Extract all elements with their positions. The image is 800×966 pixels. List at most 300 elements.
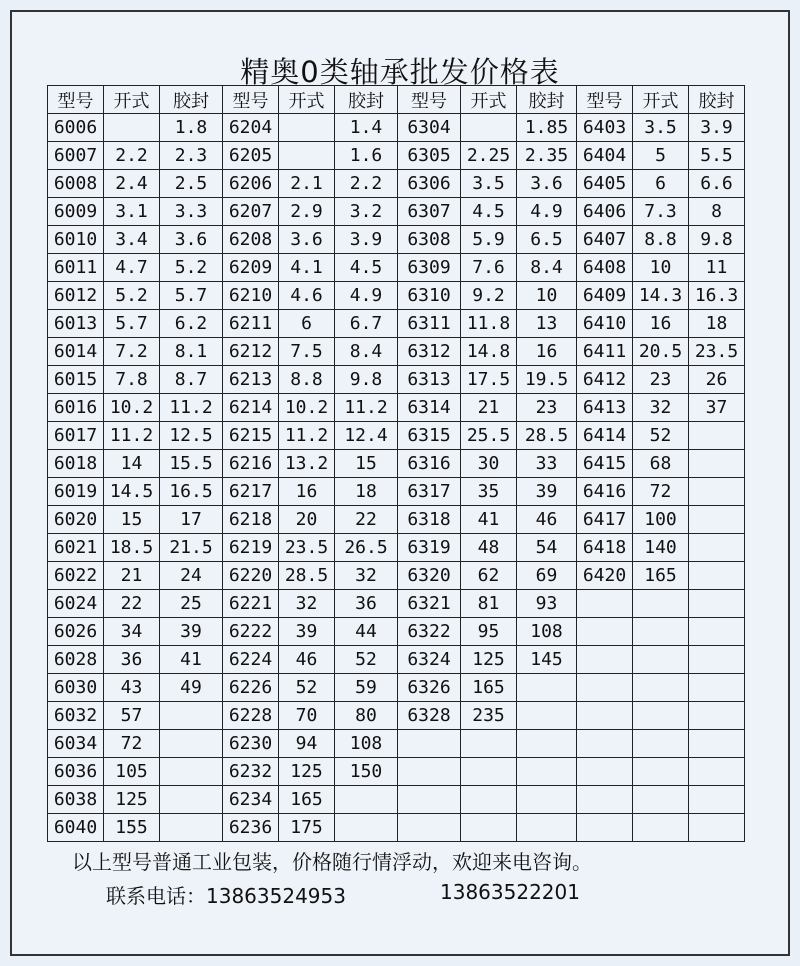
table-cell: 6204 xyxy=(223,114,279,142)
table-cell: 26.5 xyxy=(335,534,398,562)
table-cell xyxy=(517,702,577,730)
table-row xyxy=(48,170,745,198)
table-cell: 6 xyxy=(279,310,335,338)
table-cell: 6317 xyxy=(398,478,461,506)
table-cell: 145 xyxy=(517,646,577,674)
table-cell: 72 xyxy=(104,730,160,758)
table-cell: 3.4 xyxy=(104,226,160,254)
table-cell: 1.6 xyxy=(335,142,398,170)
table-cell xyxy=(577,702,633,730)
table-cell: 14.3 xyxy=(633,282,689,310)
table-cell: 6034 xyxy=(48,730,104,758)
table-row xyxy=(48,254,745,282)
table-cell xyxy=(689,618,745,646)
table-cell: 2.25 xyxy=(461,142,517,170)
table-cell: 14.5 xyxy=(104,478,160,506)
column-header: 型号 xyxy=(223,86,279,114)
table-cell: 6028 xyxy=(48,646,104,674)
table-cell: 18 xyxy=(689,310,745,338)
table-cell: 52 xyxy=(335,646,398,674)
table-row xyxy=(48,366,745,394)
table-cell: 6409 xyxy=(577,282,633,310)
contact-phone-1: 13863524953 xyxy=(206,884,346,908)
table-cell: 6222 xyxy=(223,618,279,646)
table-cell: 95 xyxy=(461,618,517,646)
table-cell: 43 xyxy=(104,674,160,702)
table-row xyxy=(48,730,745,758)
table-cell xyxy=(577,786,633,814)
table-cell xyxy=(517,786,577,814)
table-cell: 3.6 xyxy=(279,226,335,254)
table-cell: 6205 xyxy=(223,142,279,170)
table-cell xyxy=(689,646,745,674)
table-cell: 6312 xyxy=(398,338,461,366)
table-cell: 26 xyxy=(689,366,745,394)
footer-note: 以上型号普通工业包装，价格随行情浮动，欢迎来电咨询。 xyxy=(72,850,592,874)
table-cell: 12.5 xyxy=(160,422,223,450)
table-cell xyxy=(689,730,745,758)
table-cell: 6217 xyxy=(223,478,279,506)
table-cell: 6208 xyxy=(223,226,279,254)
table-cell: 2.3 xyxy=(160,142,223,170)
table-cell: 6416 xyxy=(577,478,633,506)
table-cell xyxy=(577,590,633,618)
table-cell: 6232 xyxy=(223,758,279,786)
table-row xyxy=(48,422,745,450)
table-cell: 37 xyxy=(689,394,745,422)
table-row xyxy=(48,338,745,366)
table-cell: 2.2 xyxy=(104,142,160,170)
table-row xyxy=(48,114,745,142)
table-cell: 44 xyxy=(335,618,398,646)
table-cell xyxy=(461,114,517,142)
table-cell: 5.9 xyxy=(461,226,517,254)
table-cell: 5.5 xyxy=(689,142,745,170)
table-cell: 6415 xyxy=(577,450,633,478)
table-cell: 34 xyxy=(104,618,160,646)
table-row xyxy=(48,534,745,562)
table-cell xyxy=(398,786,461,814)
table-cell xyxy=(689,590,745,618)
table-cell: 35 xyxy=(461,478,517,506)
table-cell: 6305 xyxy=(398,142,461,170)
table-cell: 6008 xyxy=(48,170,104,198)
table-cell: 18.5 xyxy=(104,534,160,562)
column-header: 开式 xyxy=(104,86,160,114)
table-cell: 6324 xyxy=(398,646,461,674)
table-cell: 6011 xyxy=(48,254,104,282)
table-cell: 5.7 xyxy=(160,282,223,310)
table-cell: 39 xyxy=(160,618,223,646)
table-cell: 5 xyxy=(633,142,689,170)
table-row xyxy=(48,282,745,310)
table-cell: 100 xyxy=(633,506,689,534)
table-cell xyxy=(633,814,689,842)
table-cell: 6207 xyxy=(223,198,279,226)
table-row xyxy=(48,142,745,170)
table-cell xyxy=(633,590,689,618)
table-cell: 150 xyxy=(335,758,398,786)
table-cell: 6414 xyxy=(577,422,633,450)
table-cell: 46 xyxy=(517,506,577,534)
table-cell: 8.1 xyxy=(160,338,223,366)
table-cell: 16 xyxy=(633,310,689,338)
table-cell: 6405 xyxy=(577,170,633,198)
table-row xyxy=(48,506,745,534)
table-row xyxy=(48,394,745,422)
table-cell: 6407 xyxy=(577,226,633,254)
table-cell: 16.5 xyxy=(160,478,223,506)
table-cell: 4.9 xyxy=(517,198,577,226)
table-cell xyxy=(517,730,577,758)
table-cell: 48 xyxy=(461,534,517,562)
table-cell: 21 xyxy=(104,562,160,590)
table-cell: 16.3 xyxy=(689,282,745,310)
table-cell xyxy=(689,562,745,590)
contact-line xyxy=(106,880,346,909)
table-cell: 94 xyxy=(279,730,335,758)
table-cell: 32 xyxy=(335,562,398,590)
column-header: 型号 xyxy=(48,86,104,114)
contact-phone-2: 13863522201 xyxy=(440,880,580,904)
table-cell: 6007 xyxy=(48,142,104,170)
table-cell: 7.2 xyxy=(104,338,160,366)
table-cell xyxy=(335,786,398,814)
table-cell xyxy=(689,478,745,506)
table-cell: 6018 xyxy=(48,450,104,478)
table-cell: 4.5 xyxy=(461,198,517,226)
table-cell: 11.2 xyxy=(335,394,398,422)
table-cell xyxy=(279,142,335,170)
table-cell: 6.5 xyxy=(517,226,577,254)
table-cell: 6418 xyxy=(577,534,633,562)
table-cell: 6030 xyxy=(48,674,104,702)
table-cell xyxy=(689,702,745,730)
table-cell: 4.6 xyxy=(279,282,335,310)
table-cell: 6036 xyxy=(48,758,104,786)
table-cell: 70 xyxy=(279,702,335,730)
table-cell: 11.2 xyxy=(104,422,160,450)
table-cell: 11.2 xyxy=(160,394,223,422)
table-cell: 165 xyxy=(461,674,517,702)
table-cell xyxy=(633,674,689,702)
table-row xyxy=(48,198,745,226)
table-cell: 3.5 xyxy=(461,170,517,198)
table-cell: 6016 xyxy=(48,394,104,422)
table-cell: 175 xyxy=(279,814,335,842)
table-row xyxy=(48,674,745,702)
table-cell: 6420 xyxy=(577,562,633,590)
table-cell: 16 xyxy=(517,338,577,366)
column-header: 开式 xyxy=(461,86,517,114)
table-cell: 6214 xyxy=(223,394,279,422)
table-cell: 4.7 xyxy=(104,254,160,282)
table-cell: 1.85 xyxy=(517,114,577,142)
table-cell: 4.9 xyxy=(335,282,398,310)
table-cell: 6411 xyxy=(577,338,633,366)
table-cell: 165 xyxy=(279,786,335,814)
table-cell: 23 xyxy=(517,394,577,422)
column-header: 胶封 xyxy=(517,86,577,114)
table-cell: 8.4 xyxy=(335,338,398,366)
table-cell: 10.2 xyxy=(279,394,335,422)
table-cell: 49 xyxy=(160,674,223,702)
table-cell: 6015 xyxy=(48,366,104,394)
table-cell: 6403 xyxy=(577,114,633,142)
table-cell: 17.5 xyxy=(461,366,517,394)
table-cell: 6306 xyxy=(398,170,461,198)
table-row xyxy=(48,758,745,786)
table-cell: 140 xyxy=(633,534,689,562)
table-cell: 6206 xyxy=(223,170,279,198)
column-header: 型号 xyxy=(398,86,461,114)
table-cell: 25.5 xyxy=(461,422,517,450)
table-cell: 6314 xyxy=(398,394,461,422)
table-cell: 6234 xyxy=(223,786,279,814)
table-cell: 3.2 xyxy=(335,198,398,226)
table-cell: 30 xyxy=(461,450,517,478)
table-cell: 9.2 xyxy=(461,282,517,310)
table-cell xyxy=(689,534,745,562)
table-cell xyxy=(633,786,689,814)
table-cell: 32 xyxy=(633,394,689,422)
table-cell: 2.9 xyxy=(279,198,335,226)
table-cell xyxy=(517,814,577,842)
table-cell: 21.5 xyxy=(160,534,223,562)
table-cell: 6017 xyxy=(48,422,104,450)
table-cell: 6315 xyxy=(398,422,461,450)
table-cell: 14.8 xyxy=(461,338,517,366)
table-cell: 6013 xyxy=(48,310,104,338)
table-cell: 41 xyxy=(160,646,223,674)
table-cell xyxy=(398,814,461,842)
table-cell: 235 xyxy=(461,702,517,730)
column-header: 胶封 xyxy=(335,86,398,114)
table-cell: 20 xyxy=(279,506,335,534)
table-cell: 6412 xyxy=(577,366,633,394)
table-cell: 9.8 xyxy=(689,226,745,254)
table-cell: 62 xyxy=(461,562,517,590)
table-cell: 6410 xyxy=(577,310,633,338)
table-cell: 6304 xyxy=(398,114,461,142)
table-cell: 80 xyxy=(335,702,398,730)
table-cell: 108 xyxy=(517,618,577,646)
table-cell: 6316 xyxy=(398,450,461,478)
table-cell: 15 xyxy=(104,506,160,534)
table-cell xyxy=(461,730,517,758)
table-row xyxy=(48,478,745,506)
table-cell: 4.1 xyxy=(279,254,335,282)
table-cell: 6321 xyxy=(398,590,461,618)
table-cell: 8.8 xyxy=(633,226,689,254)
table-cell: 6038 xyxy=(48,786,104,814)
table-cell: 6406 xyxy=(577,198,633,226)
table-cell: 10 xyxy=(517,282,577,310)
table-cell: 2.5 xyxy=(160,170,223,198)
table-cell: 20.5 xyxy=(633,338,689,366)
table-cell: 6408 xyxy=(577,254,633,282)
table-cell: 36 xyxy=(104,646,160,674)
table-cell: 165 xyxy=(633,562,689,590)
table-cell: 6040 xyxy=(48,814,104,842)
table-row xyxy=(48,450,745,478)
table-cell: 3.5 xyxy=(633,114,689,142)
table-cell: 11.8 xyxy=(461,310,517,338)
table-row xyxy=(48,590,745,618)
table-cell: 6320 xyxy=(398,562,461,590)
table-cell: 69 xyxy=(517,562,577,590)
table-cell: 6230 xyxy=(223,730,279,758)
table-cell xyxy=(633,646,689,674)
table-cell xyxy=(633,730,689,758)
table-cell: 6328 xyxy=(398,702,461,730)
table-cell: 6024 xyxy=(48,590,104,618)
table-cell xyxy=(517,674,577,702)
column-header: 型号 xyxy=(577,86,633,114)
table-cell: 11.2 xyxy=(279,422,335,450)
table-row xyxy=(48,786,745,814)
table-cell: 3.6 xyxy=(517,170,577,198)
table-cell xyxy=(104,114,160,142)
table-cell: 6006 xyxy=(48,114,104,142)
table-cell: 25 xyxy=(160,590,223,618)
table-cell: 24 xyxy=(160,562,223,590)
table-cell: 7.6 xyxy=(461,254,517,282)
column-header: 胶封 xyxy=(689,86,745,114)
table-cell: 12.4 xyxy=(335,422,398,450)
table-cell: 2.35 xyxy=(517,142,577,170)
table-cell: 6228 xyxy=(223,702,279,730)
table-cell: 6020 xyxy=(48,506,104,534)
table-cell: 5.2 xyxy=(104,282,160,310)
table-cell xyxy=(160,758,223,786)
table-cell xyxy=(279,114,335,142)
table-cell: 2.1 xyxy=(279,170,335,198)
table-cell: 105 xyxy=(104,758,160,786)
table-cell: 93 xyxy=(517,590,577,618)
table-cell xyxy=(689,422,745,450)
table-cell xyxy=(689,506,745,534)
table-cell xyxy=(398,730,461,758)
table-cell: 6.2 xyxy=(160,310,223,338)
table-cell: 7.5 xyxy=(279,338,335,366)
table-cell: 6413 xyxy=(577,394,633,422)
table-row xyxy=(48,226,745,254)
table-cell xyxy=(689,814,745,842)
table-cell: 125 xyxy=(104,786,160,814)
table-cell: 6216 xyxy=(223,450,279,478)
table-cell: 6218 xyxy=(223,506,279,534)
table-cell: 125 xyxy=(279,758,335,786)
table-cell: 3.9 xyxy=(689,114,745,142)
table-cell: 6404 xyxy=(577,142,633,170)
table-cell: 5.7 xyxy=(104,310,160,338)
table-cell: 6322 xyxy=(398,618,461,646)
table-cell: 2.2 xyxy=(335,170,398,198)
table-cell: 57 xyxy=(104,702,160,730)
table-row xyxy=(48,310,745,338)
table-cell: 6313 xyxy=(398,366,461,394)
price-table xyxy=(47,85,745,842)
table-cell: 39 xyxy=(517,478,577,506)
table-cell: 23.5 xyxy=(279,534,335,562)
table-cell: 6226 xyxy=(223,674,279,702)
table-cell xyxy=(577,814,633,842)
table-cell: 8.4 xyxy=(517,254,577,282)
table-cell: 6236 xyxy=(223,814,279,842)
table-row xyxy=(48,702,745,730)
table-cell: 8.7 xyxy=(160,366,223,394)
table-cell: 68 xyxy=(633,450,689,478)
table-cell xyxy=(689,786,745,814)
table-cell: 6221 xyxy=(223,590,279,618)
table-cell xyxy=(160,814,223,842)
table-cell: 6326 xyxy=(398,674,461,702)
table-cell xyxy=(577,730,633,758)
table-cell xyxy=(461,814,517,842)
table-row xyxy=(48,646,745,674)
table-cell: 6019 xyxy=(48,478,104,506)
table-cell: 10 xyxy=(633,254,689,282)
table-cell: 23.5 xyxy=(689,338,745,366)
table-cell: 6032 xyxy=(48,702,104,730)
table-cell: 5.2 xyxy=(160,254,223,282)
table-cell xyxy=(689,758,745,786)
table-cell: 16 xyxy=(279,478,335,506)
table-cell xyxy=(160,730,223,758)
table-cell: 13.2 xyxy=(279,450,335,478)
table-cell: 81 xyxy=(461,590,517,618)
table-row xyxy=(48,618,745,646)
table-cell xyxy=(160,702,223,730)
column-header: 开式 xyxy=(279,86,335,114)
table-cell: 33 xyxy=(517,450,577,478)
table-cell: 3.3 xyxy=(160,198,223,226)
table-cell: 52 xyxy=(633,422,689,450)
table-cell: 7.8 xyxy=(104,366,160,394)
table-cell: 22 xyxy=(335,506,398,534)
table-cell xyxy=(335,814,398,842)
table-cell: 6210 xyxy=(223,282,279,310)
table-cell: 39 xyxy=(279,618,335,646)
table-cell: 9.8 xyxy=(335,366,398,394)
table-cell xyxy=(517,758,577,786)
table-cell: 6310 xyxy=(398,282,461,310)
table-cell: 11 xyxy=(689,254,745,282)
table-cell: 6209 xyxy=(223,254,279,282)
table-cell: 23 xyxy=(633,366,689,394)
table-cell: 6014 xyxy=(48,338,104,366)
table-cell: 28.5 xyxy=(279,562,335,590)
table-cell: 6309 xyxy=(398,254,461,282)
table-cell: 6.7 xyxy=(335,310,398,338)
table-cell: 4.5 xyxy=(335,254,398,282)
table-cell: 108 xyxy=(335,730,398,758)
table-cell: 1.4 xyxy=(335,114,398,142)
table-cell xyxy=(633,702,689,730)
table-cell: 6213 xyxy=(223,366,279,394)
table-cell: 3.1 xyxy=(104,198,160,226)
table-cell: 28.5 xyxy=(517,422,577,450)
table-cell: 3.9 xyxy=(335,226,398,254)
table-cell: 8.8 xyxy=(279,366,335,394)
table-row xyxy=(48,814,745,842)
table-cell: 52 xyxy=(279,674,335,702)
table-cell xyxy=(160,786,223,814)
table-cell xyxy=(689,674,745,702)
table-cell: 72 xyxy=(633,478,689,506)
table-cell: 6012 xyxy=(48,282,104,310)
